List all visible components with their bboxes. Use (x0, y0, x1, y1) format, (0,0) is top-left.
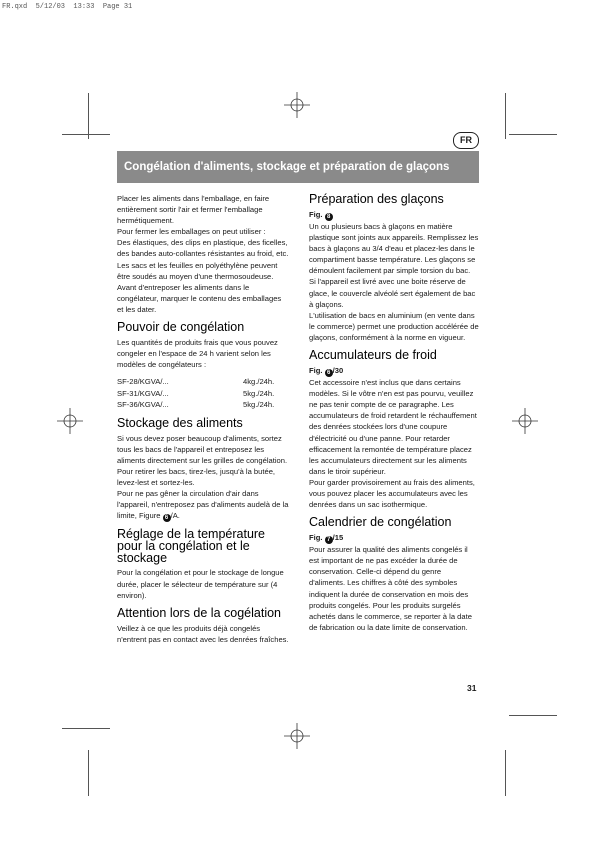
crop-mark (505, 93, 506, 139)
attention-text: Veillez à ce que les produits déjà congelés n'entrent pas en contact avec les denrées fraîches. (117, 623, 289, 644)
heading-calendrier: Calendrier de congélation (309, 515, 452, 530)
crop-mark (509, 715, 557, 716)
heading-attention: Attention lors de la cogélation (117, 605, 281, 620)
crop-mark (88, 750, 89, 796)
figure-number-icon: 6 (163, 514, 171, 522)
section-banner: Congélation d'aliments, stockage et préparation de glaçons (117, 151, 479, 183)
crop-mark (62, 728, 110, 729)
registration-mark-right (512, 408, 538, 434)
calendrier-text: Pour assurer la qualité des aliments congelés il est important de ne pas excéder la durée de conservation. Celle-ci dépend du genre d'aliments. Les chiffres à côté des symboles indiquent la durée de conservation en mois des produits congelés. Pour les produits surgelés achetés dans le commerce, se reporter à la date de fabrication ou la date limite de conservation. (309, 545, 472, 632)
stockage-text-end: /A. (170, 511, 180, 521)
figure-number-icon: 7 (325, 536, 333, 544)
crop-mark (88, 93, 89, 139)
heading-stockage: Stockage des aliments (117, 415, 243, 430)
accumulateurs-text: Pour garder provisoirement au frais des aliments, vous pouvez placer les accumulateurs avec les denrées dans un sac isothermique. (309, 477, 475, 510)
intro-paragraph: Pour fermer les emballages on peut utiliser : (117, 227, 266, 237)
model-name: SF-31/KGVA/... (117, 388, 169, 398)
accumulateurs-text: Cet accessoire n'est inclus que dans certains modèles. Si le vôtre n'en est pas pourvu, veuillez ne pas tenir compte de ce paragraphe. Les accumulateurs de froid retardent le réchauffement des denrées stockées lors d'une coupure d'électricité ou d'une panne. Pour retarder efficacement la remontée de température placez les accumulateurs directement sur les aliments dans le tiroir supérieur. (309, 378, 477, 476)
registration-mark-bottom (284, 723, 310, 749)
heading-pouvoir: Pouvoir de congélation (117, 320, 245, 335)
left-column (117, 193, 289, 645)
intro-paragraph: Placer les aliments dans l'emballage, en faire entièrement sortir l'air et fermer l'emballage hermétiquement. (117, 194, 270, 226)
heading-accumulateurs: Accumulateurs de froid (309, 348, 437, 363)
registration-mark-top (284, 92, 310, 118)
model-capacity: 4kg./24h. (243, 377, 275, 387)
crop-mark (62, 134, 110, 135)
figure-ref (309, 209, 479, 221)
page-number: 31 (467, 683, 477, 693)
figure-label: Fig. (309, 210, 323, 219)
registration-mark-left (57, 408, 83, 434)
intro-paragraph: Des élastiques, des clips en plastique, des ficelles, des bandes auto-collantes résistantes au froid, etc. Les sacs et les feuilles en polyéthylène peuvent être soudés au moyen d'une thermosoudeuse. (117, 238, 289, 281)
heading-glacons: Préparation des glaçons (309, 192, 444, 206)
model-name: SF-36/KGVA/... (117, 400, 169, 410)
figure-number-icon: 8 (325, 213, 333, 221)
table-row (117, 376, 289, 388)
pouvoir-text: Les quantités de produits frais que vous pouvez congeler en l'espace de 24 h varient selon les modèles de congélateurs : (117, 338, 278, 370)
glacons-text: L'utilisation de bacs en aluminium (en vente dans le commerce) permet une production accélérée de glaçons, conformément à la norme en vigueur. (309, 310, 479, 342)
table-row (117, 388, 289, 400)
glacons-text: Si l'appareil est livré avec une boite réserve de glace, le couvercle alvéolé sert également de bac à glaçons. (309, 277, 476, 309)
figure-label: Fig. (309, 366, 323, 376)
model-capacity: 5kg./24h. (243, 388, 275, 398)
heading-reglage: Réglage de la température pour la congélation et le stockage (117, 527, 266, 566)
stockage-text: Si vous devez poser beaucoup d'aliments, sortez tous les bacs de l'appareil et entreposez les aliments directement sur les grilles de congélation. Pour retirer les bacs, tirez-les, jusqu'à la butée, levez-lest et sortez-les. (117, 433, 288, 488)
crop-mark (509, 134, 557, 135)
language-badge: FR (453, 132, 479, 149)
print-slug: FR.qxd 5/12/03 13:33 Page 31 (2, 3, 133, 11)
figure-ref (309, 365, 479, 377)
figure-number-icon: 6 (325, 369, 333, 377)
model-name: SF-28/KGVA/... (117, 377, 169, 387)
figure-suffix: /30 (332, 366, 344, 376)
figure-ref (309, 532, 479, 544)
stockage-text-start: Pour ne pas gêner la circulation d'air dans l'appareil, n'entreposez pas d'aliments audelà de la limite, Figure (117, 489, 289, 521)
model-capacity: 5kg./24h. (243, 400, 275, 410)
glacons-text: Un ou plusieurs bacs à glaçons en matière plastique sont joints aux appareils. Remplissez les bacs à glaçons au 3/4 d'eau et placez-les dans le compartiment basse température. Les glaçons se démoulent facilement par simple torsion du bac. (309, 222, 479, 276)
figure-label: Fig. (309, 533, 323, 543)
capacity-table (117, 376, 289, 411)
stockage-text (117, 488, 289, 522)
table-row (117, 399, 289, 411)
figure-suffix: /15 (332, 533, 344, 543)
crop-mark (505, 750, 506, 796)
intro-paragraph: Avant d'entreposer les aliments dans le congélateur, marquer le contenu des emballages et les dater. (117, 282, 282, 314)
reglage-text: Pour la congélation et pour le stockage de longue durée, placer le sélecteur de température sur (4 environ). (117, 568, 284, 600)
right-column (309, 193, 479, 633)
